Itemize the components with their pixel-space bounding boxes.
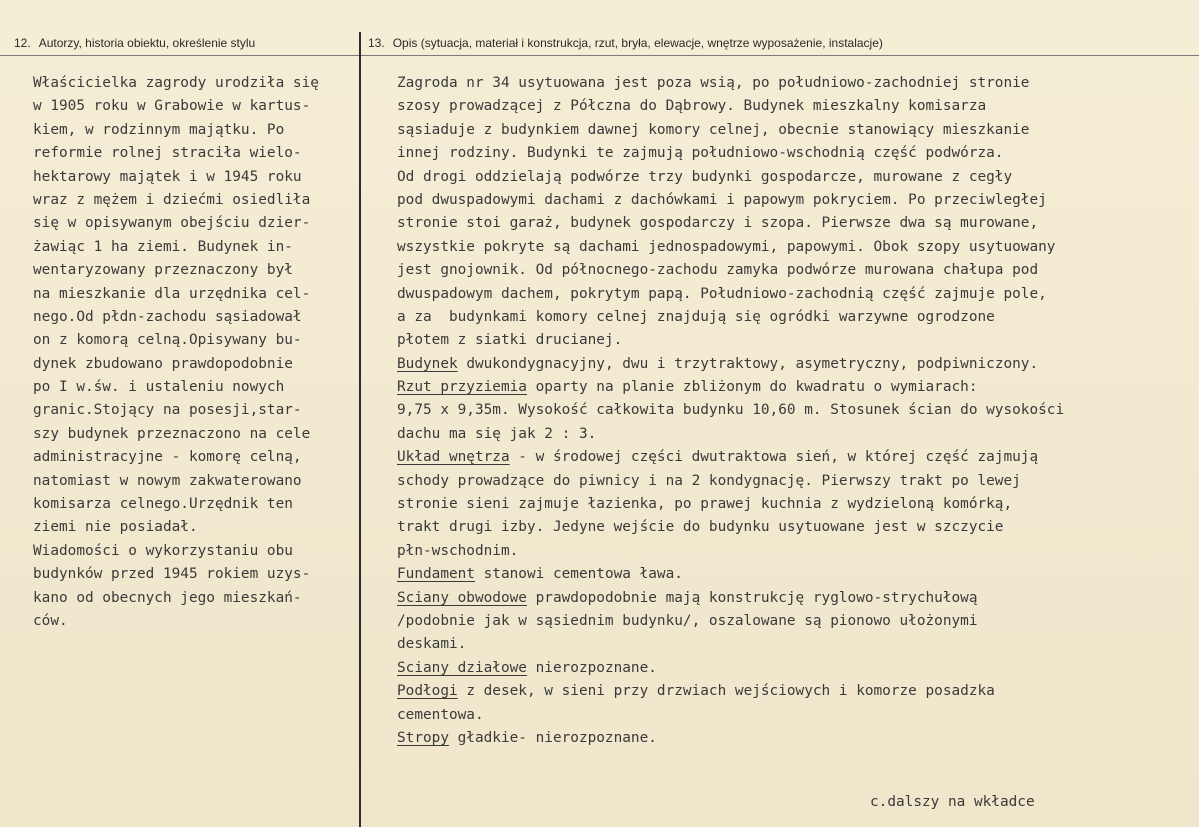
history-line: reformie rolnej straciła wielo- bbox=[33, 145, 302, 162]
description-line bbox=[397, 540, 1064, 563]
history-line: Wiadomości o wykorzystaniu obu bbox=[33, 542, 293, 559]
description-line-text: /podobnie jak w sąsiednim budynku/, oszalowane są pionowo ułożonymi bbox=[397, 612, 978, 629]
history-line: żawiąc 1 ha ziemi. Budynek in- bbox=[33, 238, 293, 255]
history-line: szy budynek przeznaczono na cele bbox=[33, 425, 311, 442]
description-line bbox=[397, 423, 1064, 446]
history-line: ziemi nie posiadał. bbox=[33, 519, 198, 536]
description-line bbox=[397, 727, 1064, 750]
history-line: budynków przed 1945 rokiem uzys- bbox=[33, 566, 311, 583]
description-line-text: stronie sieni zajmuje łazienka, po prawej kuchnia z wydzieloną komórką, bbox=[397, 496, 1013, 513]
description-line-text: nierozpoznane. bbox=[526, 659, 657, 676]
section-heading: Sciany obwodowe bbox=[397, 589, 527, 606]
section-heading: Sciany działowe bbox=[397, 659, 527, 676]
description-line-text: wszystkie pokryte są dachami jednospadowymi, papowymi. Obok szopy usytuowany bbox=[397, 238, 1056, 255]
description-line bbox=[397, 493, 1064, 516]
description-line-text: stanowi cementowa ława. bbox=[474, 566, 683, 583]
description-line bbox=[397, 704, 1064, 727]
history-line: Właścicielka zagrody urodziła się bbox=[33, 75, 319, 91]
description-line bbox=[397, 610, 1064, 633]
description-line-text: innej rodziny. Budynki te zajmują południowo-wschodnią część podwórza. bbox=[397, 145, 1004, 162]
history-line: kiem, w rodzinnym majątku. Po bbox=[33, 121, 285, 138]
history-line: komisarza celnego.Urzędnik ten bbox=[33, 496, 293, 513]
description-line-text: a za budynkami komory celnej znajdują się ogródki warzywne ogrodzone bbox=[397, 308, 995, 325]
history-line: hektarowy majątek i w 1945 roku bbox=[33, 168, 302, 185]
history-line: granic.Stojący na posesji,star- bbox=[33, 402, 302, 419]
description-line-text: jest gnojownik. Od północnego-zachodu zamyka podwórze murowana chałupa pod bbox=[397, 262, 1039, 279]
description-line-text: płn-wschodnim. bbox=[397, 542, 519, 559]
section-heading: Podłogi bbox=[397, 683, 458, 700]
description-line-text: schody prowadzące do piwnicy i na 2 kondygnację. Pierwszy trakt po lewej bbox=[397, 472, 1021, 489]
description-line bbox=[397, 563, 1064, 586]
section-13-number: 13. bbox=[368, 36, 385, 50]
section-12-label: Autorzy, historia obiektu, określenie stylu bbox=[38, 36, 256, 50]
section-13-label: Opis (sytuacja, materiał i konstrukcja, rzut, bryła, elewacje, wnętrze wyposażenie, instalacje) bbox=[392, 36, 883, 50]
history-line: nego.Od płdn-zachodu sąsiadował bbox=[33, 308, 302, 325]
history-line: się w opisywanym obejściu dzier- bbox=[33, 215, 311, 232]
description-line-text: prawdopodobnie mają konstrukcję ryglowo-strychułową bbox=[526, 589, 978, 606]
history-line: dynek zbudowano prawdopodobnie bbox=[33, 355, 293, 372]
description-line bbox=[397, 353, 1064, 376]
description-line-text: cementowa. bbox=[397, 706, 484, 723]
description-line-text: Zagroda nr 34 usytuowana jest poza wsią, po południowo-zachodniej stronie bbox=[397, 75, 1030, 91]
history-line: po I w.św. i ustaleniu nowych bbox=[33, 379, 285, 396]
history-line: wentaryzowany przeznaczony był bbox=[33, 262, 293, 279]
description-line bbox=[397, 236, 1064, 259]
description-line bbox=[397, 142, 1064, 165]
description-line bbox=[397, 470, 1064, 493]
description-line-text: szosy prowadzącej z Półczna do Dąbrowy. Budynek mieszkalny komisarza bbox=[397, 98, 987, 115]
description-line bbox=[397, 259, 1064, 282]
section-heading: Układ wnętrza bbox=[397, 449, 510, 466]
description-line bbox=[397, 72, 1064, 95]
description-line-text: pod dwuspadowymi dachami z dachówkami i papowym pokryciem. Po przeciwległej bbox=[397, 191, 1047, 208]
section-heading: Fundament bbox=[397, 566, 475, 583]
description-line bbox=[397, 119, 1064, 142]
history-line: kano od obecnych jego mieszkań- bbox=[33, 589, 302, 606]
header-divider bbox=[0, 55, 1199, 56]
section-heading: Stropy bbox=[397, 729, 449, 746]
description-line bbox=[397, 516, 1064, 539]
description-line-text: trakt drugi izby. Jedyne wejście do budynku usytuowane jest w szczycie bbox=[397, 519, 1004, 536]
description-line-text: dachu ma się jak 2 : 3. bbox=[397, 425, 597, 442]
description-line bbox=[397, 680, 1064, 703]
description-line bbox=[397, 587, 1064, 610]
description-line bbox=[397, 189, 1064, 212]
history-line: na mieszkanie dla urzędnika cel- bbox=[33, 285, 311, 302]
history-line: natomiast w nowym zakwaterowano bbox=[33, 472, 302, 489]
description-line bbox=[397, 657, 1064, 680]
description-line bbox=[397, 376, 1064, 399]
description-line bbox=[397, 95, 1064, 118]
description-line bbox=[397, 399, 1064, 422]
section-12-header bbox=[14, 36, 255, 54]
description-line bbox=[397, 633, 1064, 656]
description-line-text: oparty na planie zbliżonym do kwadratu o wymiarach: bbox=[526, 379, 978, 396]
history-line: on z komorą celną.Opisywany bu- bbox=[33, 332, 302, 349]
history-line: administracyjne - komorę celną, bbox=[33, 449, 302, 466]
description-text bbox=[397, 72, 1064, 750]
section-13-header bbox=[368, 36, 883, 54]
history-line: w 1905 roku w Grabowie w kartus- bbox=[33, 98, 311, 115]
history-line: wraz z mężem i dziećmi osiedliła bbox=[33, 191, 311, 208]
description-line-text: sąsiaduje z budynkiem dawnej komory celnej, obecnie stanowiący mieszkanie bbox=[397, 121, 1030, 138]
description-line bbox=[397, 306, 1064, 329]
section-heading: Rzut przyziemia bbox=[397, 379, 527, 396]
section-heading: Budynek bbox=[397, 355, 458, 372]
description-line-text: dwuspadowym dachem, pokrytym papą. Południowo-zachodnią część zajmuje pole, bbox=[397, 285, 1047, 302]
description-line bbox=[397, 329, 1064, 352]
description-line-text: - w środowej części dwutraktowa sień, w której część zajmują bbox=[509, 449, 1039, 466]
description-line bbox=[397, 166, 1064, 189]
description-line bbox=[397, 446, 1064, 469]
description-line-text: z desek, w sieni przy drzwiach wejściowych i komorze posadzka bbox=[457, 683, 995, 700]
description-line-text: stronie stoi garaż, budynek gospodarczy i szopa. Pierwsze dwa są murowane, bbox=[397, 215, 1039, 232]
section-12-number: 12. bbox=[14, 36, 31, 50]
description-line-text: płotem z siatki drucianej. bbox=[397, 332, 623, 349]
description-line-text: Od drogi oddzielają podwórze trzy budynki gospodarcze, murowane z cegły bbox=[397, 168, 1013, 185]
description-line bbox=[397, 212, 1064, 235]
description-line-text: dwukondygnacyjny, dwu i trzytraktowy, asymetryczny, podpiwniczony. bbox=[457, 355, 1039, 372]
history-text bbox=[33, 72, 319, 633]
description-line-text: gładkie- nierozpoznane. bbox=[448, 729, 657, 746]
description-line-text: deskami. bbox=[397, 636, 467, 653]
description-line-text: 9,75 x 9,35m. Wysokość całkowita budynku 10,60 m. Stosunek ścian do wysokości bbox=[397, 402, 1065, 419]
history-line: ców. bbox=[33, 612, 68, 629]
continuation-note: c.dalszy na wkładce bbox=[870, 794, 1035, 810]
column-divider bbox=[359, 32, 361, 827]
description-line bbox=[397, 283, 1064, 306]
